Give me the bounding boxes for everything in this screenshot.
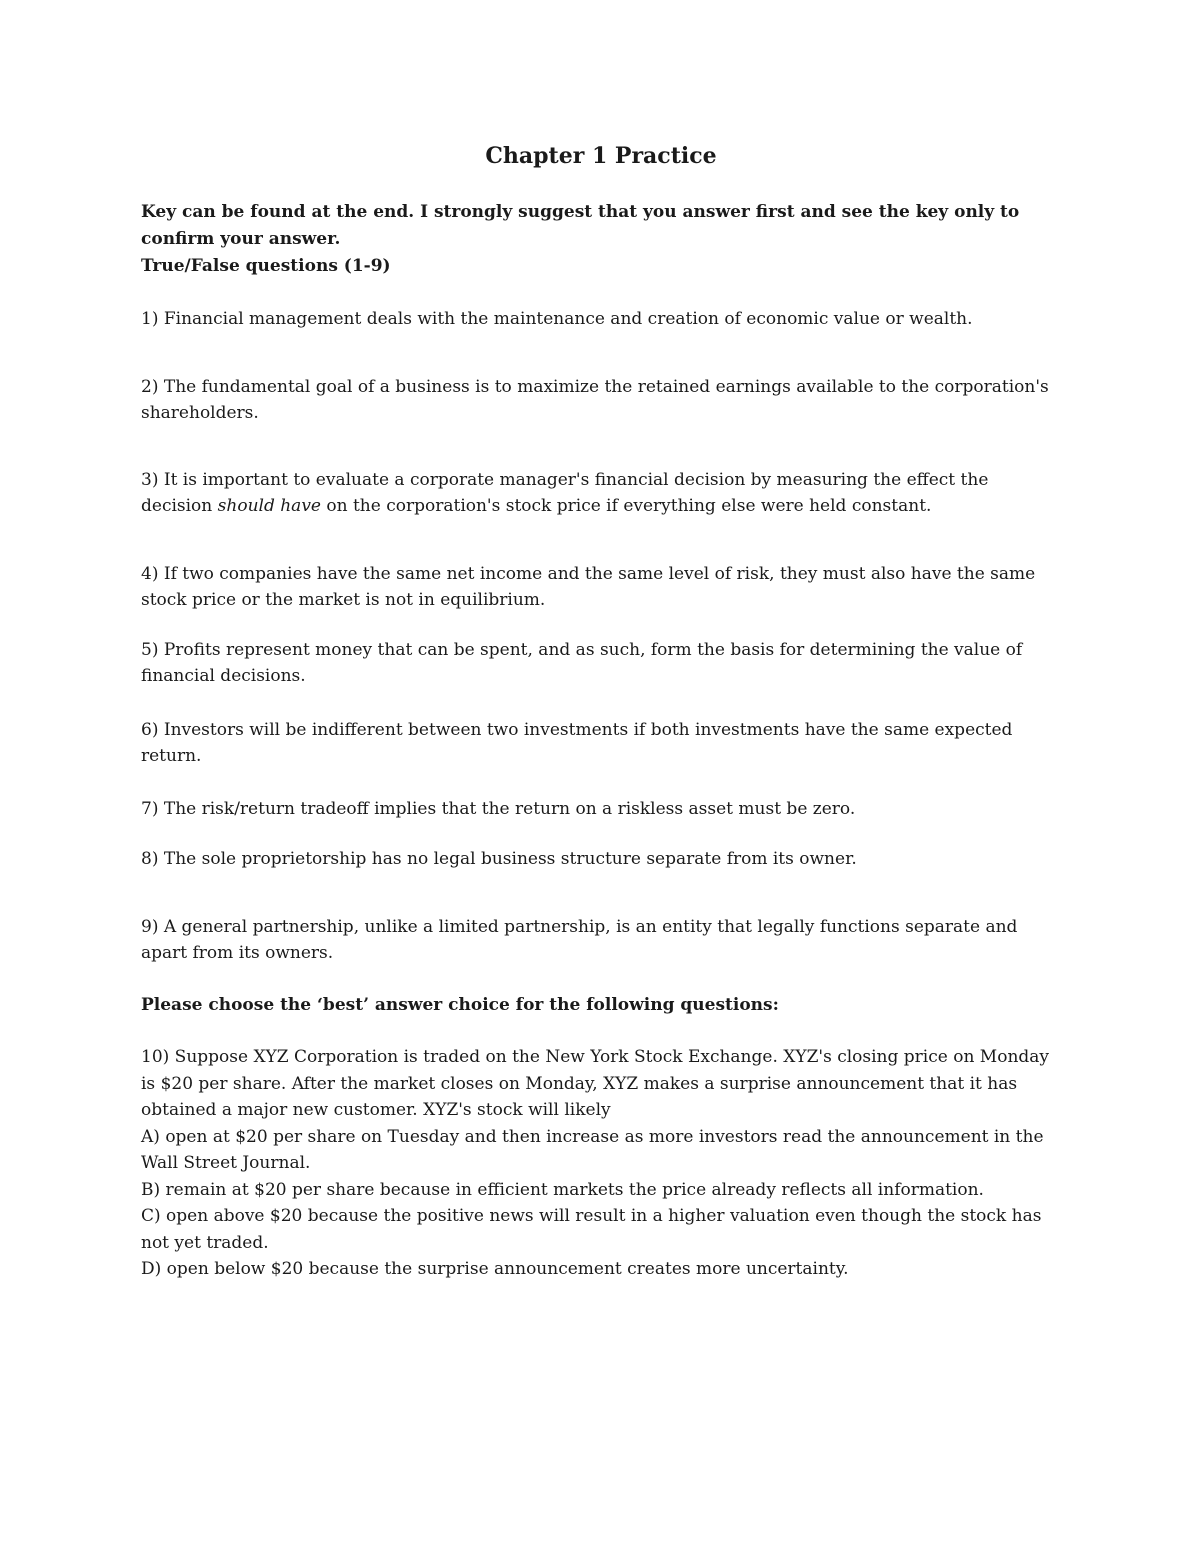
- question-1: 1) Financial management deals with the maintenance and creation of economic value or wealth.: [141, 309, 973, 329]
- question-10-stem: 10) Suppose XYZ Corporation is traded on the New York Stock Exchange. XYZ's closing price on Monday is $20 per share. After the market closes on Monday, XYZ makes a surprise announcement that it has obtained a major new customer. XYZ's stock will likely: [141, 1047, 1050, 1120]
- question-10: [141, 1044, 1061, 1283]
- question-8: 8) The sole proprietorship has no legal business structure separate from its owner.: [141, 849, 857, 869]
- answer-choice-d: D) open below $20 because the surprise announcement creates more uncertainty.: [141, 1259, 849, 1279]
- question-5: 5) Profits represent money that can be spent, and as such, form the basis for determining the value of financial decisions.: [141, 640, 1023, 686]
- page-title: Chapter 1 Practice: [485, 143, 717, 169]
- answer-choice-c: C) open above $20 because the positive news will result in a higher valuation even though the stock has not yet traded.: [141, 1206, 1042, 1253]
- answer-choice-b: B) remain at $20 per share because in efficient markets the price already reflects all information.: [141, 1179, 984, 1200]
- question-2: 2) The fundamental goal of a business is to maximize the retained earnings available to the corporation's shareholders.: [141, 377, 1049, 423]
- question-4: 4) If two companies have the same net income and the same level of risk, they must also have the same stock price or the market is not in equilibrium.: [141, 564, 1036, 610]
- true-false-heading: True/False questions (1-9): [141, 256, 391, 276]
- question-3-text-start: 3) It is important to evaluate a corporate manager's financial decision by measuring the effect the decision: [141, 470, 989, 516]
- question-9: 9) A general partnership, unlike a limited partnership, is an entity that legally functions separate and apart from its owners.: [141, 917, 1018, 963]
- question-3-text-end: on the corporation's stock price if everything else were held constant.: [320, 496, 932, 516]
- question-7: 7) The risk/return tradeoff implies that the return on a riskless asset must be zero.: [141, 799, 856, 819]
- multiple-choice-heading: Please choose the ‘best’ answer choice for the following questions:: [141, 995, 779, 1015]
- question-3-emphasis: should have: [217, 496, 321, 516]
- answer-choice-a: A) open at $20 per share on Tuesday and then increase as more investors read the announcement in the Wall Street Journal.: [141, 1126, 1044, 1173]
- intro-text: Key can be found at the end. I strongly suggest that you answer first and see the key only to confirm your answer.: [141, 202, 1020, 249]
- question-6: 6) Investors will be indifferent between two investments if both investments have the same expected return.: [141, 720, 1013, 766]
- question-3: [141, 467, 1061, 519]
